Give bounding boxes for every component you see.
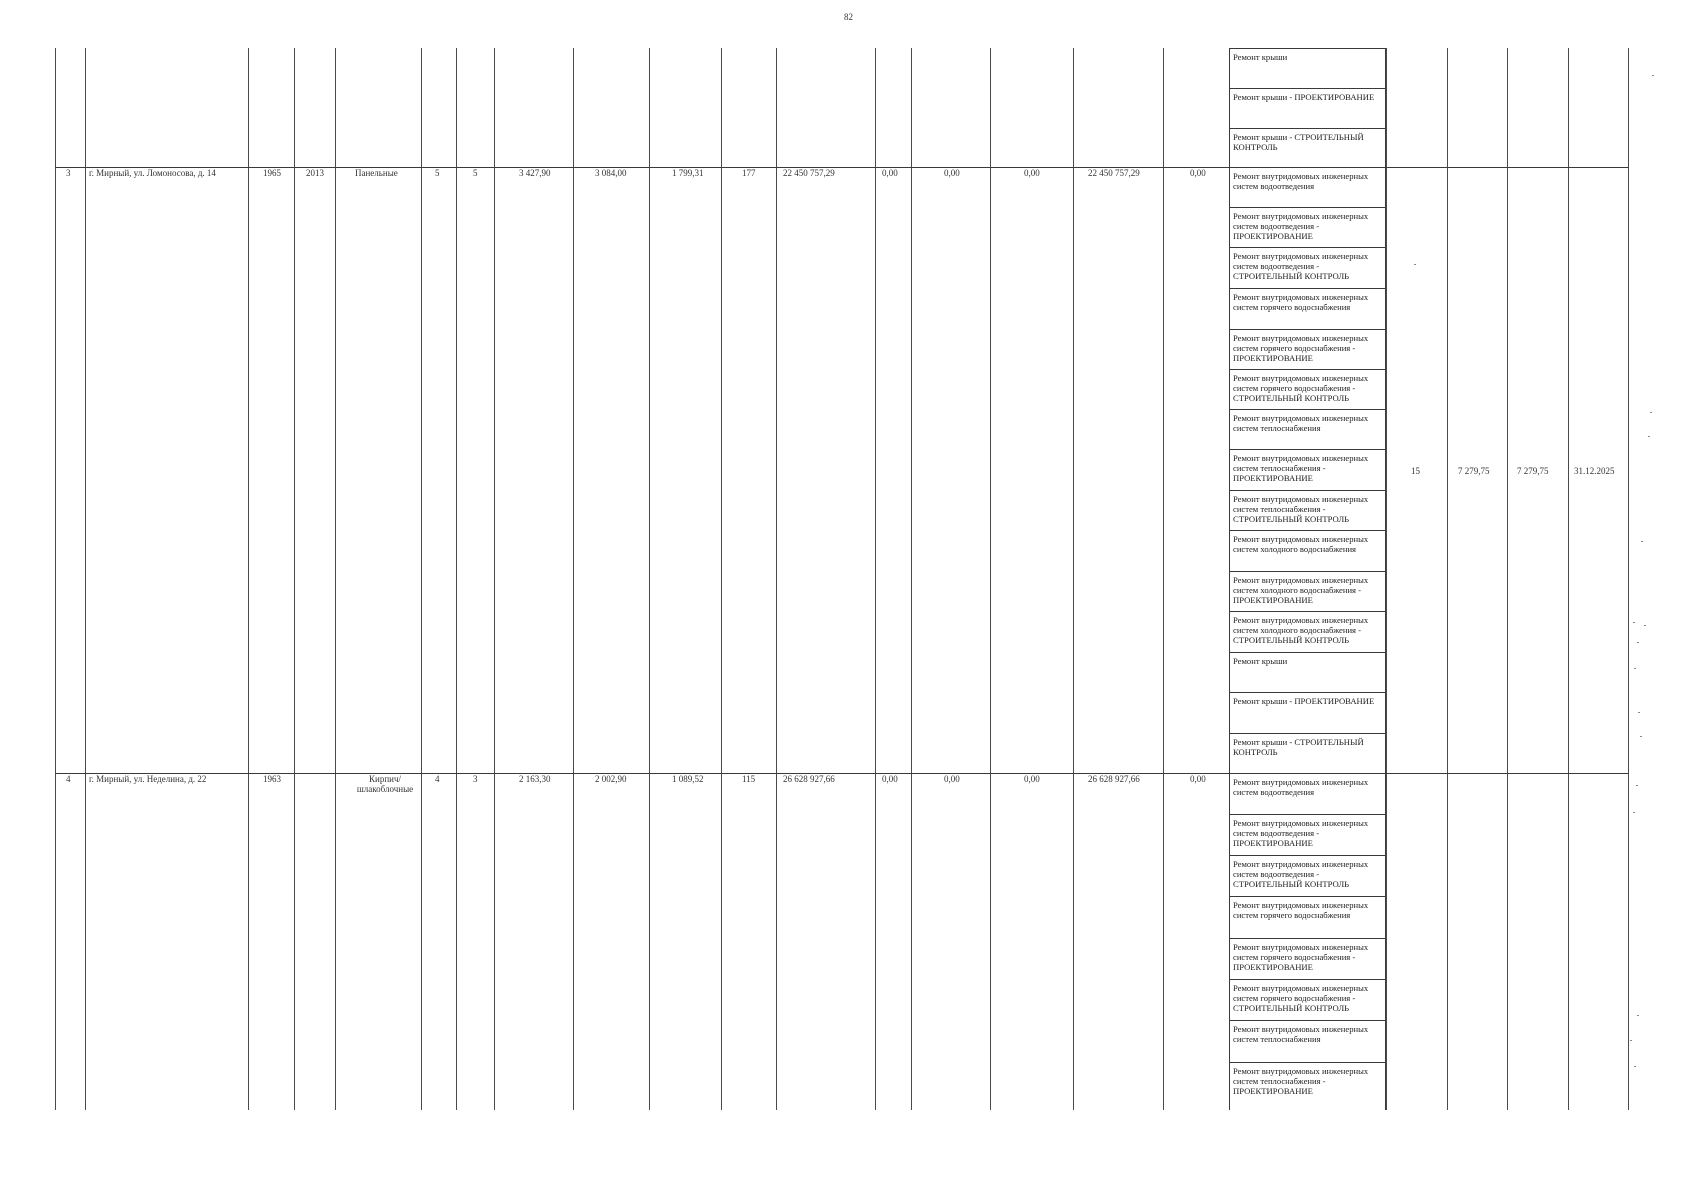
work-item: Ремонт внутридомовых инженерных систем холодного водоснабжения - СТРОИТЕЛЬНЫЙ КОНТРОЛЬ — [1229, 611, 1386, 653]
total-area: 2 163,30 — [519, 774, 551, 784]
work-item: Ремонт крыши — [1229, 652, 1386, 693]
cost-total: 26 628 927,66 — [783, 774, 835, 784]
fund-local: 0,00 — [1024, 168, 1040, 178]
work-item: Ремонт внутридомовых инженерных систем холодного водоснабжения - ПРОЕКТИРОВАНИЕ — [1229, 571, 1386, 612]
fund-regional: 0,00 — [944, 168, 960, 178]
work-item: Ремонт внутридомовых инженерных систем водоотведения — [1229, 167, 1386, 208]
year-reconstruction: 2013 — [306, 168, 324, 178]
work-item: Ремонт крыши — [1229, 48, 1386, 89]
completion-date: 31.12.2025 — [1574, 466, 1615, 476]
term-years: 15 — [1411, 466, 1420, 476]
fund-owners: 26 628 927,66 — [1088, 774, 1140, 784]
fund-other: 0,00 — [1190, 168, 1206, 178]
work-item: Ремонт внутридомовых инженерных систем водоотведения — [1229, 773, 1386, 815]
entrances: 5 — [473, 168, 478, 178]
work-item: Ремонт внутридомовых инженерных систем водоотведения - СТРОИТЕЛЬНЫЙ КОНТРОЛЬ — [1229, 855, 1386, 897]
work-item: Ремонт внутридомовых инженерных систем горячего водоснабжения - СТРОИТЕЛЬНЫЙ КОНТРОЛЬ — [1229, 369, 1386, 410]
work-item: Ремонт внутридомовых инженерных систем водоотведения - СТРОИТЕЛЬНЫЙ КОНТРОЛЬ — [1229, 247, 1386, 289]
wall-material: Панельные — [355, 168, 398, 178]
address: г. Мирный, ул. Неделина, д. 22 — [89, 774, 207, 784]
fund-federal: 0,00 — [882, 774, 898, 784]
area-living: 1 089,52 — [672, 774, 704, 784]
area-premises: 2 002,90 — [595, 774, 627, 784]
wall-material: Кирпич/ шлакоблочные — [356, 774, 414, 794]
work-item: Ремонт внутридомовых инженерных систем теплоснабжения - ПРОЕКТИРОВАНИЕ — [1229, 449, 1386, 491]
entrances: 3 — [473, 774, 478, 784]
year-built: 1963 — [263, 774, 281, 784]
work-item: Ремонт крыши - ПРОЕКТИРОВАНИЕ — [1229, 692, 1386, 734]
specific-cost: 7 279,75 — [1458, 466, 1490, 476]
work-item: Ремонт крыши - СТРОИТЕЛЬНЫЙ КОНТРОЛЬ — [1229, 733, 1386, 774]
work-item: Ремонт внутридомовых инженерных систем теплоснабжения — [1229, 1020, 1386, 1063]
fund-local: 0,00 — [1024, 774, 1040, 784]
total-area: 3 427,90 — [519, 168, 551, 178]
row-number: 4 — [66, 774, 71, 784]
address: г. Мирный, ул. Ломоносова, д. 14 — [89, 168, 216, 178]
work-item: Ремонт внутридомовых инженерных систем горячего водоснабжения - СТРОИТЕЛЬНЫЙ КОНТРОЛЬ — [1229, 979, 1386, 1021]
work-item: Ремонт внутридомовых инженерных систем холодного водоснабжения — [1229, 530, 1386, 572]
work-item: Ремонт внутридомовых инженерных систем горячего водоснабжения — [1229, 896, 1386, 939]
area-premises: 3 084,00 — [595, 168, 627, 178]
work-item: Ремонт внутридомовых инженерных систем горячего водоснабжения - ПРОЕКТИРОВАНИЕ — [1229, 938, 1386, 980]
work-item: Ремонт внутридомовых инженерных систем теплоснабжения - ПРОЕКТИРОВАНИЕ — [1229, 1062, 1386, 1110]
work-item: Ремонт внутридомовых инженерных систем горячего водоснабжения — [1229, 288, 1386, 330]
residents: 115 — [742, 774, 756, 784]
area-living: 1 799,31 — [672, 168, 704, 178]
work-item: Ремонт внутридомовых инженерных систем водоотведения - ПРОЕКТИРОВАНИЕ — [1229, 814, 1386, 856]
max-specific-cost: 7 279,75 — [1517, 466, 1549, 476]
residents: 177 — [742, 168, 756, 178]
work-item: Ремонт крыши - СТРОИТЕЛЬНЫЙ КОНТРОЛЬ — [1229, 128, 1386, 168]
fund-regional: 0,00 — [944, 774, 960, 784]
work-item: Ремонт внутридомовых инженерных систем теплоснабжения - СТРОИТЕЛЬНЫЙ КОНТРОЛЬ — [1229, 490, 1386, 531]
page-number: 82 — [844, 12, 853, 22]
work-item: Ремонт внутридомовых инженерных систем горячего водоснабжения - ПРОЕКТИРОВАНИЕ — [1229, 329, 1386, 370]
floors: 5 — [435, 168, 440, 178]
work-item: Ремонт крыши - ПРОЕКТИРОВАНИЕ — [1229, 88, 1386, 129]
cost-total: 22 450 757,29 — [783, 168, 835, 178]
work-item: Ремонт внутридомовых инженерных систем водоотведения - ПРОЕКТИРОВАНИЕ — [1229, 207, 1386, 248]
row-number: 3 — [66, 168, 71, 178]
year-built: 1965 — [263, 168, 281, 178]
fund-owners: 22 450 757,29 — [1088, 168, 1140, 178]
fund-federal: 0,00 — [882, 168, 898, 178]
floors: 4 — [435, 774, 440, 784]
fund-other: 0,00 — [1190, 774, 1206, 784]
work-item: Ремонт внутридомовых инженерных систем теплоснабжения — [1229, 409, 1386, 450]
